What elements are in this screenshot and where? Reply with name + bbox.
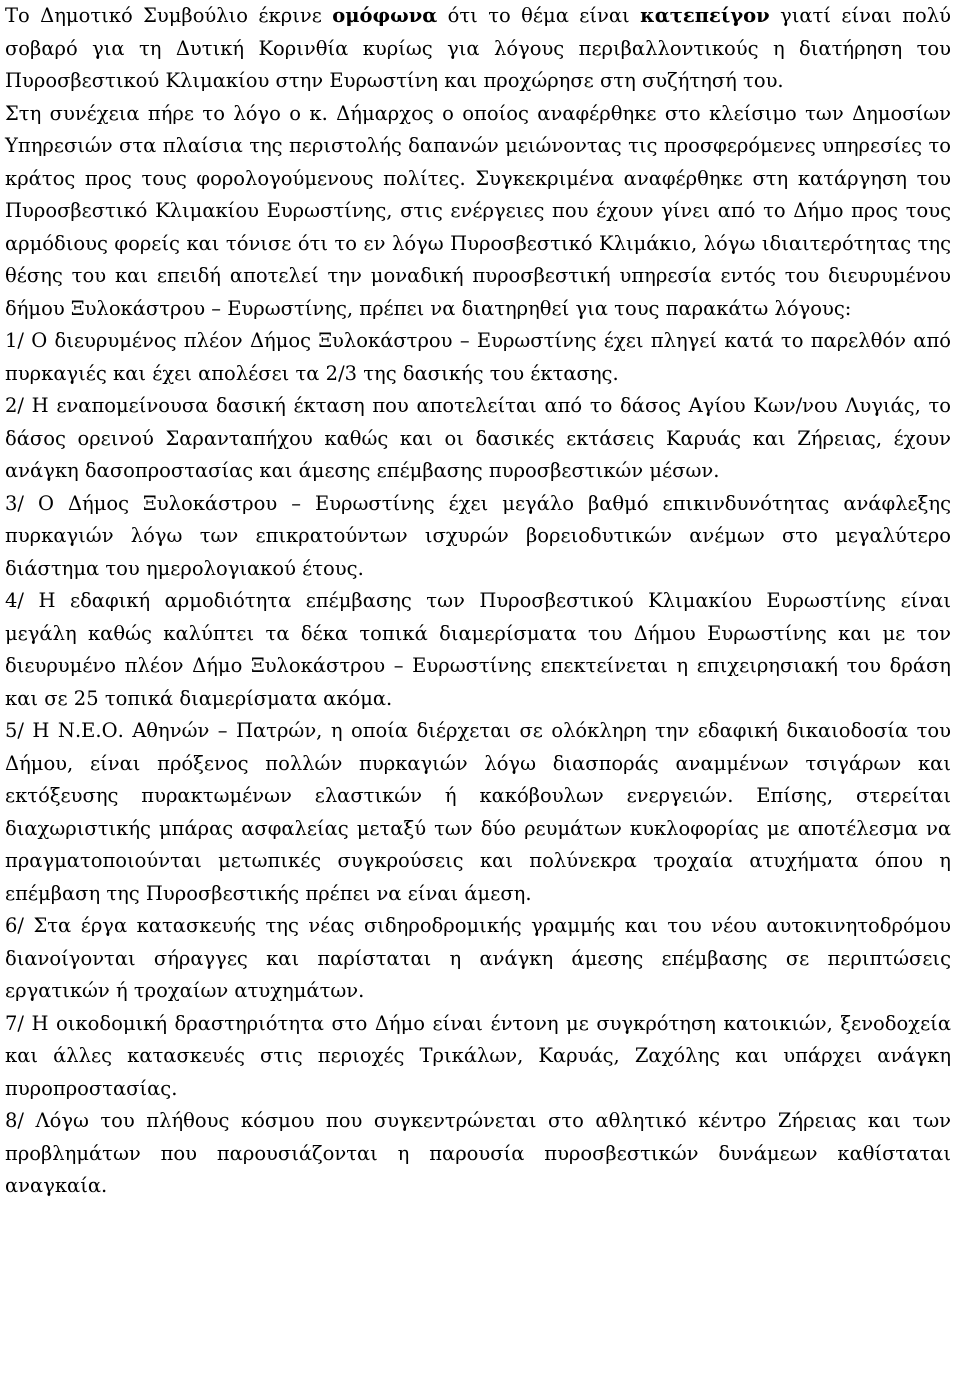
mayor-paragraph: Στη συνέχεια πήρε το λόγο ο κ. Δήμαρχος ο οποίος αναφέρθηκε στο κλείσιμο των Δημοσίων Υπηρεσιών στα πλαίσια της περιστολής δαπανών μειώνοντας τις προσφερόμενες υπηρεσίες το κράτος προς τους φορολογούμενους πολίτες. Συγκεκριμένα αναφέρθηκε στη κατάργηση του Πυροσβεστικό Κλιμακίου Ευρωστίνης, στις ενέργειες που έχουν γίνει από το Δήμο προς τους αρμόδιους φορείς και τόνισε ότι το εν λόγω Πυροσβεστικό Κλιμάκιο, λόγω ιδιαιτερότητας της θέσης του και επειδή αποτελεί την μοναδική πυροσβεστική υπηρεσία εντός του διευρυμένου δήμου Ξυλοκάστρου – Ευρωστίνης, πρέπει να διατηρηθεί για τους παρακάτω λόγους: (5, 101, 951, 320)
reason-item-1: 1/ Ο διευρυμένος πλέον Δήμος Ξυλοκάστρου – Ευρωστίνης έχει πληγεί κατά το παρελθόν από πυρκαγιές και έχει απολέσει τα 2/3 της δασικής του έκτασης. (5, 329, 951, 385)
reason-item-5: 5/ Η Ν.Ε.Ο. Αθηνών – Πατρών, η οποία διέρχεται σε ολόκληρη την εδαφική δικαιοδοσία του Δήμου, είναι πρόξενος πολλών πυρκαγιών λόγω διασποράς αναμμένων τσιγάρων και εκτόξευσης πυρακτωμένων ελαστικών ή κακόβουλων ενεργειών. Επίσης, στερείται διαχωριστικής μπάρας ασφαλείας μεταξύ των δύο ρευμάτων κυκλοφορίας με αποτέλεσμα να πραγματοποιούνται μετωπικές συγκρούσεις και πολύνεκρα τροχαία ατυχήματα όπου η επέμβαση της Πυροσβεστικής πρέπει να είναι άμεση. (5, 719, 951, 905)
intro-bold-unanimous: ομόφωνα (332, 4, 438, 27)
intro-text-2: ότι το θέμα είναι (437, 4, 641, 27)
intro-bold-urgent: κατεπείγον (640, 4, 770, 27)
intro-paragraph (5, 0, 951, 98)
reason-item-3: 3/ Ο Δήμος Ξυλοκάστρου – Ευρωστίνης έχει μεγάλο βαθμό επικινδυνότητας ανάφλεξης πυρκαγιών λόγω των επικρατούντων ισχυρών βορειοδυτικών ανέμων στο μεγαλύτερο διάστημα του ημερολογιακού έτους. (5, 491, 951, 580)
reason-item-7: 7/ Η οικοδομική δραστηριότητα στο Δήμο είναι έντονη με συγκρότηση κατοικιών, ξενοδοχεία και άλλες κατασκευές στις περιοχές Τρικάλων, Καρυάς, Ζαχόλης και υπάρχει ανάγκη πυροπροστασίας. (5, 1011, 951, 1100)
reason-item-4: 4/ Η εδαφική αρμοδιότητα επέμβασης των Πυροσβεστικού Κλιμακίου Ευρωστίνης είναι μεγάλη καθώς καλύπτει τα δέκα τοπικά διαμερίσματα του Δήμου Ευρωστίνης και με τον διευρυμένο πλέον Δήμο Ξυλοκάστρου – Ευρωστίνης επεκτείνεται η επιχειρησιακή του δράση και σε 25 τοπικά διαμερίσματα ακόμα. (5, 589, 951, 710)
reason-item-6: 6/ Στα έργα κατασκευής της νέας σιδηροδρομικής γραμμής και του νέου αυτοκινητοδρόμου διανοίγονται σήραγγες και παρίσταται η ανάγκη άμεσης επέμβασης σε περιπτώσεις εργατικών ή τροχαίων ατυχημάτων. (5, 914, 951, 1002)
reason-item-8: 8/ Λόγω του πλήθους κόσμου που συγκεντρώνεται στο αθλητικό κέντρο Ζήρειας και των προβλημάτων που παρουσιάζονται η παρουσία πυροσβεστικών δυνάμεων καθίσταται αναγκαία. (5, 1109, 951, 1197)
intro-text-3: γιατί είναι πολύ σοβαρό για τη Δυτική Κορινθία κυρίως για λόγους περιβαλλοντικούς η διατήρηση του Πυροσβεστικού Κλιμακίου στην Ευρωστίνη και προχώρησε στη συζήτησή του. (5, 4, 951, 92)
reason-item-2: 2/ Η εναπομείνουσα δασική έκταση που αποτελείται από το δάσος Αγίου Κων/νου Λυγιάς, το δάσος ορεινού Σαρανταπήχου καθώς και οι δασικές εκτάσεις Καρυάς και Ζήρειας, έχουν ανάγκη δασοπροστασίας και άμεσης επέμβασης πυροσβεστικών μέσων. (5, 394, 951, 482)
intro-text-1: Το Δημοτικό Συμβούλιο έκρινε (5, 4, 333, 27)
